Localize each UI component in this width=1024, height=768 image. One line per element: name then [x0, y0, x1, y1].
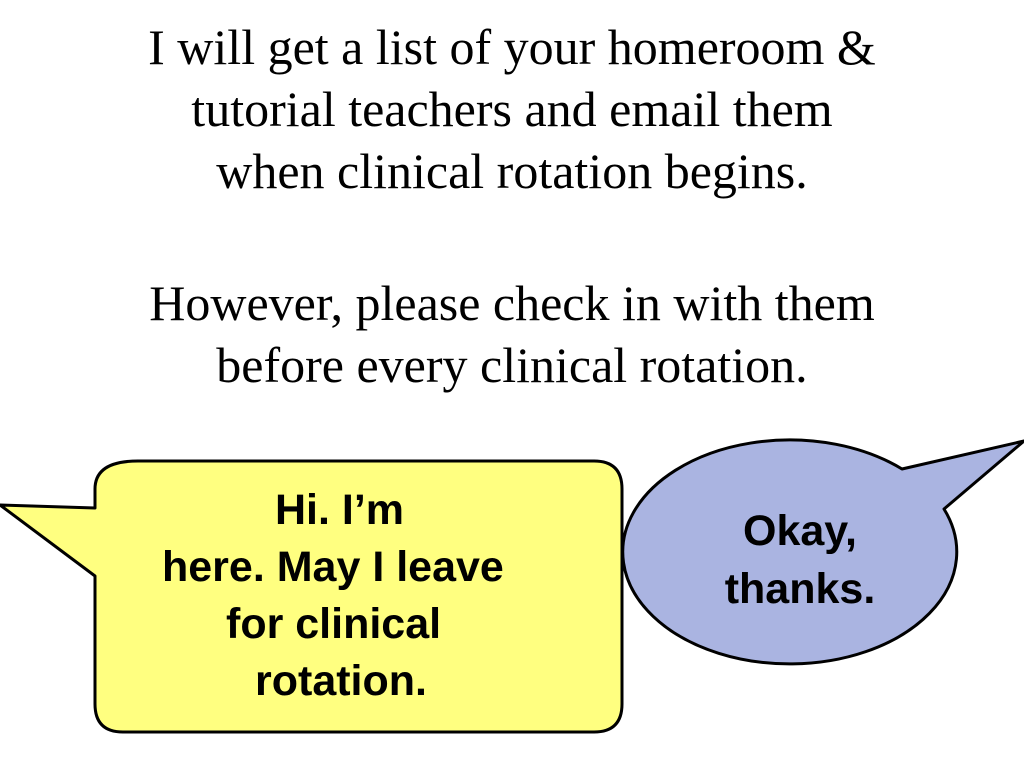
paragraph-line: when clinical rotation begins.	[216, 143, 808, 199]
paragraph-line: However, please check in with them	[149, 275, 875, 331]
teacher-speech-line: Okay,	[743, 507, 857, 555]
teacher-speech-line: thanks.	[724, 565, 876, 613]
student-speech-line: rotation.	[255, 657, 427, 705]
paragraph-line: before every clinical rotation.	[216, 337, 808, 393]
student-speech-line: Hi. I’m	[275, 486, 405, 534]
paragraph-line: I will get a list of your homeroom &	[148, 19, 876, 75]
student-speech-line: for clinical	[226, 600, 442, 648]
student-speech-text	[120, 482, 620, 710]
paragraph-line: tutorial teachers and email them	[191, 81, 833, 137]
teacher-speech-text	[690, 502, 910, 618]
student-speech-line: here. May I leave	[162, 543, 504, 591]
